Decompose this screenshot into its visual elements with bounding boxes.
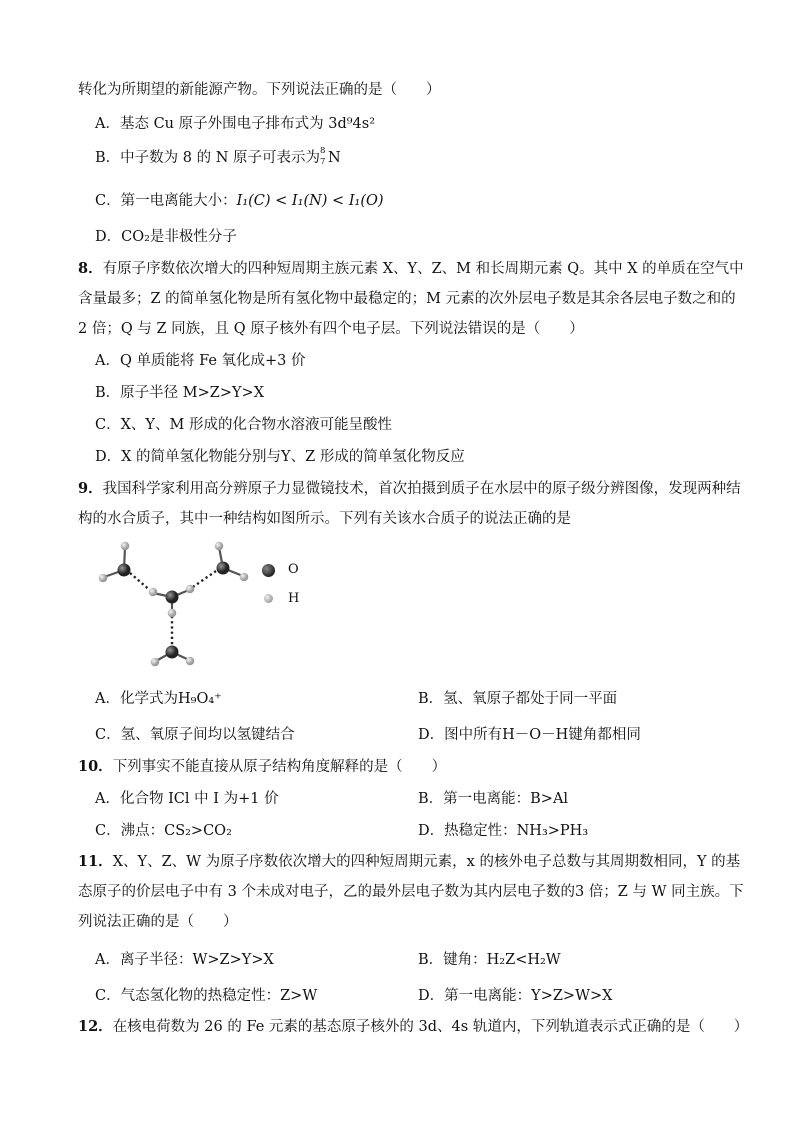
q8-option-d: D．X 的简单氢化物能分别与Y、Z 形成的简单氢化物反应 [95,449,465,465]
legend-hydrogen-label: H [288,591,300,606]
legend-oxygen-label: O [288,562,299,577]
q9-option-d: D．图中所有H－O－H键角都相同 [418,727,641,743]
q7-option-d: D．CO₂是非极性分子 [95,229,237,245]
q10-stem: 10．下列事实不能直接从原子结构角度解释的是（ ） [78,758,447,775]
oxygen-atom [118,564,131,577]
q7-stem: 转化为所期望的新能源产物。下列说法正确的是（ ） [78,82,441,98]
q12-stem: 12．在核电荷数为 26 的 Fe 元素的基态原子核外的 3d、4s 轨道内，下列轨道表示式正确的是（ ） [78,1018,749,1035]
legend-oxygen-marker [262,564,275,577]
q9-bond-formula: H－O－H [502,727,569,743]
hydrogen-atom [215,542,224,551]
hydrogen-atom [151,658,160,667]
q7-option-b-text: B．中子数为 8 的 N 原子可表示为 [95,150,321,166]
hydrogen-atom [186,585,195,594]
q8-option-b: B．原子半径 M>Z>Y>X [95,385,265,401]
q11-option-a: A．离子半径：W>Z>Y>X [95,952,274,968]
q11-option-d: D．第一电离能：Y>Z>W>X [418,988,613,1004]
oxygen-atom [217,562,230,575]
hydrogen-atom [121,542,130,551]
hydrogen-atom [186,657,195,666]
q10-option-b: B．第一电离能：B>Al [418,791,569,807]
legend-hydrogen-marker [264,594,273,603]
q9-formula: H₉O₄⁺ [177,691,222,707]
oxygen-atom [166,591,179,604]
q11-option-c: C．气态氢化物的热稳定性：Z>W [95,988,318,1004]
q9-option-c: C．氢、氧原子间均以氢键结合 [95,727,295,743]
q11-stem-line3: 列说法正确的是（ ） [78,914,238,930]
q10-option-d: D．热稳定性：NH₃>PH₃ [418,823,589,839]
q8-stem-line3: 2 倍；Q 与 Z 同族，且 Q 原子核外有四个电子层。下列说法错误的是（ ） [78,321,584,337]
q7-option-c-expr: I₁(C) < I₁(N) < I₁(O) [236,193,384,209]
q7-option-c [95,191,384,211]
q11-option-b: B．键角：H₂Z<H₂W [418,952,561,968]
q9-option-a: A．化学式为H₉O₄⁺ [95,691,222,707]
q7-option-c-text: C．第一电离能大小： [95,193,237,209]
q11-stem-line2: 态原子的价层电子中有 3 个未成对电子，乙的最外层电子数为其内层电子数的3 倍；Z 与 W 同主族。下 [78,884,744,900]
hydrogen-atom [168,609,177,618]
q11-stem-line1: 11．X、Y、Z、W 为原子序数依次增大的四种短周期元素，x 的核外电子总数与其周期数相同，Y 的基 [78,853,741,870]
q8-option-a: A．Q 单质能将 Fe 氧化成+3 价 [95,353,306,369]
q9-stem-line1: 9．我国科学家利用高分辨原子力显微镜技术，首次拍摄到质子在水层中的原子级分辨图像，发现两种结 [78,480,741,497]
hydrogen-atom [99,574,108,583]
q10-option-a: A．化合物 ICl 中 I 为+1 价 [95,791,279,807]
hydrogen-atom [149,588,158,597]
q8-option-c: C．X、Y、M 形成的化合物水溶液可能呈酸性 [95,417,392,433]
q10-option-c: C．沸点：CS₂>CO₂ [95,823,232,839]
oxygen-atom [166,646,179,659]
q8-stem-line1: 8．有原子序数依次增大的四种短周期主族元素 X、Y、Z、M 和长周期元素 Q。其中 X 的单质在空气中 [78,260,744,277]
q7-option-b [95,148,341,168]
q8-stem-line2: 含量最多；Z 的简单氢化物是所有氢化物中最稳定的；M 元素的次外层电子数是其余各层电子数之和的 [78,291,736,307]
q9-option-b: B．氢、氧原子都处于同一平面 [418,691,618,707]
q7-nuclide-symbol: N [328,150,341,166]
q7-nuclide-notation: 8 7 [320,146,326,167]
q9-stem-line2: 构的水合质子，其中一种结构如图所示。下列有关该水合质子的说法正确的是 [78,511,571,527]
q7-option-a: A．基态 Cu 原子外围电子排布式为 3d⁹4s² [95,116,376,132]
hydrogen-atom [240,573,249,582]
